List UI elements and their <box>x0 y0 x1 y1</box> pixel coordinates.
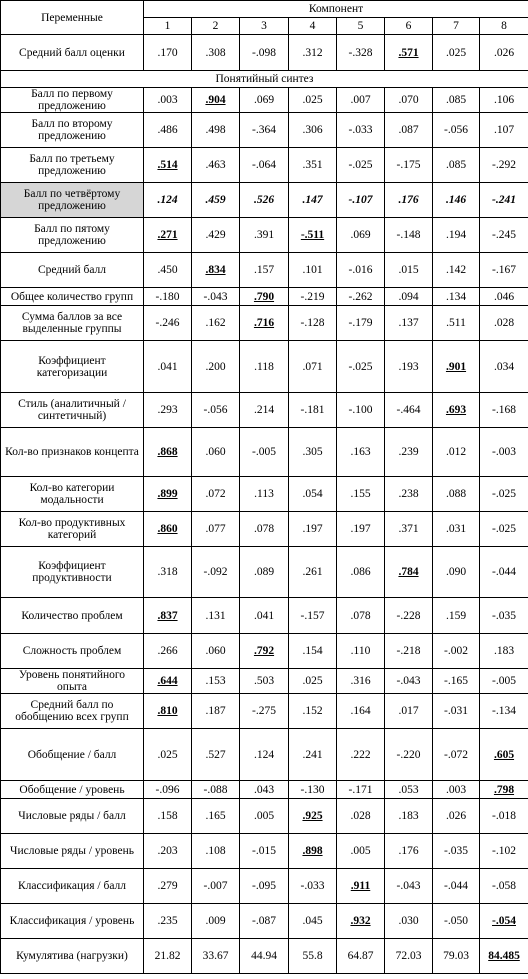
loading-cell: .012 <box>433 428 480 477</box>
loading-cell: -.072 <box>433 729 480 781</box>
loading-cell: .118 <box>240 341 289 393</box>
loading-cell: .463 <box>192 148 240 183</box>
loading-cell: -.098 <box>240 35 289 71</box>
loading-cell: -.220 <box>385 729 433 781</box>
loading-cell: .026 <box>480 35 528 71</box>
loading-cell: .034 <box>480 341 528 393</box>
table-row <box>1 183 528 218</box>
loading-cell: .026 <box>433 799 480 834</box>
loading-cell: .306 <box>289 113 337 148</box>
loading-cell: -.246 <box>144 306 192 341</box>
loading-cell: .932 <box>337 904 385 939</box>
loading-cell: .214 <box>240 393 289 428</box>
loading-cell: .312 <box>289 35 337 71</box>
loading-cell: -.175 <box>385 148 433 183</box>
loading-cell: .279 <box>144 869 192 904</box>
loading-cell: .131 <box>192 598 240 634</box>
loading-cell: .197 <box>337 512 385 547</box>
loading-cell: -.171 <box>337 781 385 799</box>
loading-cell: .792 <box>240 634 289 669</box>
loading-cell: -.025 <box>480 512 528 547</box>
loading-cell: -.005 <box>480 669 528 694</box>
variable-label: Количество проблем <box>1 598 144 634</box>
loading-cell: .154 <box>289 634 337 669</box>
loading-cell: .197 <box>289 512 337 547</box>
loading-cell: .351 <box>289 148 337 183</box>
loading-cell: .124 <box>240 729 289 781</box>
loading-cell: -.165 <box>433 669 480 694</box>
variable-label: Числовые ряды / балл <box>1 799 144 834</box>
variable-label: Балл по второму предложению <box>1 113 144 148</box>
loading-cell: .094 <box>385 288 433 306</box>
loading-cell: .146 <box>433 183 480 218</box>
loading-cell: .193 <box>385 341 433 393</box>
loading-cell: .834 <box>192 253 240 288</box>
component-header: Компонент <box>144 1 528 18</box>
variable-label: Классификация / балл <box>1 869 144 904</box>
component-number: 3 <box>240 18 289 35</box>
loading-cell: .222 <box>337 729 385 781</box>
loading-cell: -.044 <box>480 547 528 598</box>
loading-cell: -.043 <box>192 288 240 306</box>
table-row <box>1 939 528 974</box>
loading-cell: .318 <box>144 547 192 598</box>
loading-cell: .078 <box>337 598 385 634</box>
loading-cell: 64.87 <box>337 939 385 974</box>
loading-cell: .901 <box>433 341 480 393</box>
component-number: 4 <box>289 18 337 35</box>
loading-cell: .113 <box>240 477 289 512</box>
loading-cell: .025 <box>289 88 337 113</box>
loading-cell: .005 <box>337 834 385 869</box>
loading-cell: .070 <box>385 88 433 113</box>
loading-cell: .025 <box>433 35 480 71</box>
variable-label: Средний балл по обобщению всех групп <box>1 694 144 729</box>
variable-label: Кол-во признаков концепта <box>1 428 144 477</box>
loading-cell: .043 <box>240 781 289 799</box>
loading-cell: .904 <box>192 88 240 113</box>
variable-label: Средний балл оценки <box>1 35 144 71</box>
loading-cell: .450 <box>144 253 192 288</box>
loading-cell: .514 <box>144 148 192 183</box>
variable-label: Числовые ряды / уровень <box>1 834 144 869</box>
loading-cell: -.364 <box>240 113 289 148</box>
loading-cell: .078 <box>240 512 289 547</box>
variable-label: Общее количество групп <box>1 288 144 306</box>
table-row <box>1 547 528 598</box>
loading-cell: -.007 <box>192 869 240 904</box>
loading-cell: .183 <box>385 799 433 834</box>
loading-cell: .124 <box>144 183 192 218</box>
loading-cell: .183 <box>480 634 528 669</box>
table-row <box>1 799 528 834</box>
loading-cell: .837 <box>144 598 192 634</box>
loading-cell: -.002 <box>433 634 480 669</box>
loading-cell: .308 <box>192 35 240 71</box>
loading-cell: .089 <box>240 547 289 598</box>
loading-cell: -.096 <box>144 781 192 799</box>
loading-cell: -.181 <box>289 393 337 428</box>
loading-cell: .090 <box>433 547 480 598</box>
table-row <box>1 669 528 694</box>
loading-cell: -.087 <box>240 904 289 939</box>
loading-cell: .187 <box>192 694 240 729</box>
table-row <box>1 341 528 393</box>
loading-cell: -.179 <box>337 306 385 341</box>
loading-cell: 44.94 <box>240 939 289 974</box>
variable-label: Коэффициент продуктивности <box>1 547 144 598</box>
table-row <box>1 148 528 183</box>
loading-cell: .693 <box>433 393 480 428</box>
loading-cell: -.245 <box>480 218 528 253</box>
loading-cell: .271 <box>144 218 192 253</box>
loading-cell: .371 <box>385 512 433 547</box>
variable-label: Средний балл <box>1 253 144 288</box>
loading-cell: .899 <box>144 477 192 512</box>
variable-label: Обобщение / уровень <box>1 781 144 799</box>
loading-cell: 21.82 <box>144 939 192 974</box>
variables-header: Переменные <box>1 1 144 35</box>
loading-cell: -.157 <box>289 598 337 634</box>
loading-cell: -.025 <box>480 477 528 512</box>
table-row <box>1 393 528 428</box>
loading-cell: -.128 <box>289 306 337 341</box>
loading-cell: .072 <box>192 477 240 512</box>
loading-cell: .155 <box>337 477 385 512</box>
loading-cell: -.015 <box>240 834 289 869</box>
loading-cell: .235 <box>144 904 192 939</box>
loading-cell: .077 <box>192 512 240 547</box>
loading-cell: -.219 <box>289 288 337 306</box>
variable-label: Балл по третьему предложению <box>1 148 144 183</box>
loading-cell: .046 <box>480 288 528 306</box>
component-number: 2 <box>192 18 240 35</box>
variable-label: Обобщение / балл <box>1 729 144 781</box>
table-row <box>1 634 528 669</box>
loading-cell: .101 <box>289 253 337 288</box>
loading-cell: .158 <box>144 799 192 834</box>
loading-cell: 84.485 <box>480 939 528 974</box>
variable-label: Коэффициент категоризации <box>1 341 144 393</box>
loading-cell: -.056 <box>192 393 240 428</box>
loading-cell: .266 <box>144 634 192 669</box>
loading-cell: .069 <box>240 88 289 113</box>
loading-cell: .159 <box>433 598 480 634</box>
table-row <box>1 88 528 113</box>
loading-cell: 33.67 <box>192 939 240 974</box>
loading-cell: -.262 <box>337 288 385 306</box>
loading-cell: .041 <box>144 341 192 393</box>
loading-cell: -.292 <box>480 148 528 183</box>
loading-cell: .007 <box>337 88 385 113</box>
loading-cell: .176 <box>385 834 433 869</box>
loading-cell: -.107 <box>337 183 385 218</box>
loading-cell: .025 <box>144 729 192 781</box>
table-row <box>1 477 528 512</box>
component-number: 5 <box>337 18 385 35</box>
loading-cell: -.095 <box>240 869 289 904</box>
loading-cell: -.025 <box>337 341 385 393</box>
loading-cell: .028 <box>337 799 385 834</box>
loading-cell: .106 <box>480 88 528 113</box>
loading-cell: .085 <box>433 148 480 183</box>
table-row <box>1 512 528 547</box>
table-row <box>1 781 528 799</box>
loading-cell: -.328 <box>337 35 385 71</box>
loading-cell: .087 <box>385 113 433 148</box>
loading-cell: .054 <box>289 477 337 512</box>
loading-cell: -.018 <box>480 799 528 834</box>
variable-label: Кол-во продуктивных категорий <box>1 512 144 547</box>
table-row <box>1 729 528 781</box>
variable-label: Кол-во категории модальности <box>1 477 144 512</box>
loading-cell: 55.8 <box>289 939 337 974</box>
loading-cell: -.130 <box>289 781 337 799</box>
section-row <box>1 71 528 88</box>
loading-cell: .798 <box>480 781 528 799</box>
loading-cell: -.180 <box>144 288 192 306</box>
loading-cell: .086 <box>337 547 385 598</box>
loading-cell: .045 <box>289 904 337 939</box>
loading-cell: .088 <box>433 477 480 512</box>
table-row <box>1 869 528 904</box>
loading-cell: .511 <box>433 306 480 341</box>
component-number: 1 <box>144 18 192 35</box>
loading-cell: -.088 <box>192 781 240 799</box>
loading-cell: .031 <box>433 512 480 547</box>
variable-label: Балл по первому предложению <box>1 88 144 113</box>
loading-cell: .164 <box>337 694 385 729</box>
loading-cell: .003 <box>433 781 480 799</box>
loading-cell: .790 <box>240 288 289 306</box>
component-number: 8 <box>480 18 528 35</box>
loading-cell: -.058 <box>480 869 528 904</box>
loading-cell: .305 <box>289 428 337 477</box>
loading-cell: .527 <box>192 729 240 781</box>
loading-cell: .810 <box>144 694 192 729</box>
loading-cell: -.054 <box>480 904 528 939</box>
header-row-1 <box>1 1 528 18</box>
loading-cell: .644 <box>144 669 192 694</box>
loading-cell: .157 <box>240 253 289 288</box>
loading-cell: .162 <box>192 306 240 341</box>
table-row <box>1 694 528 729</box>
loading-cell: .911 <box>337 869 385 904</box>
loading-cell: -.033 <box>337 113 385 148</box>
loading-cell: -.033 <box>289 869 337 904</box>
table-row <box>1 113 528 148</box>
loading-cell: .868 <box>144 428 192 477</box>
loading-cell: .017 <box>385 694 433 729</box>
loading-cell: .137 <box>385 306 433 341</box>
loading-cell: .238 <box>385 477 433 512</box>
loading-cell: -.218 <box>385 634 433 669</box>
loading-cell: .716 <box>240 306 289 341</box>
variable-label: Сложность проблем <box>1 634 144 669</box>
component-number: 7 <box>433 18 480 35</box>
loading-cell: -.511 <box>289 218 337 253</box>
loading-cell: .152 <box>289 694 337 729</box>
loading-cell: -.005 <box>240 428 289 477</box>
loading-cell: -.016 <box>337 253 385 288</box>
loading-cell: .165 <box>192 799 240 834</box>
loading-cell: -.035 <box>433 834 480 869</box>
loading-cell: .147 <box>289 183 337 218</box>
loading-cell: .110 <box>337 634 385 669</box>
loading-cell: -.228 <box>385 598 433 634</box>
loading-cell: .069 <box>337 218 385 253</box>
loading-cell: -.003 <box>480 428 528 477</box>
table-row <box>1 218 528 253</box>
loading-cell: 72.03 <box>385 939 433 974</box>
component-number: 6 <box>385 18 433 35</box>
loading-cell: .203 <box>144 834 192 869</box>
loading-cell: -.025 <box>337 148 385 183</box>
loading-cell: .134 <box>433 288 480 306</box>
variable-label: Уровень понятийного опыта <box>1 669 144 694</box>
loading-cell: .293 <box>144 393 192 428</box>
loading-cell: .200 <box>192 341 240 393</box>
loading-cell: .005 <box>240 799 289 834</box>
loading-cell: .170 <box>144 35 192 71</box>
table-row <box>1 598 528 634</box>
loading-cell: -.044 <box>433 869 480 904</box>
loading-cell: .108 <box>192 834 240 869</box>
loading-cell: .241 <box>289 729 337 781</box>
variable-label: Балл по четвёртому предложению <box>1 183 144 218</box>
loading-cell: .925 <box>289 799 337 834</box>
table-row <box>1 253 528 288</box>
variable-label: Сумма баллов за все выделенные группы <box>1 306 144 341</box>
loading-cell: -.148 <box>385 218 433 253</box>
loading-cell: .316 <box>337 669 385 694</box>
loading-cell: .085 <box>433 88 480 113</box>
loading-cell: .194 <box>433 218 480 253</box>
loading-cell: .041 <box>240 598 289 634</box>
loading-cell: .784 <box>385 547 433 598</box>
loading-cell: .003 <box>144 88 192 113</box>
loading-cell: .060 <box>192 634 240 669</box>
loading-cell: .030 <box>385 904 433 939</box>
loading-cell: -.241 <box>480 183 528 218</box>
loading-cell: .163 <box>337 428 385 477</box>
loading-cell: .605 <box>480 729 528 781</box>
loading-cell: .498 <box>192 113 240 148</box>
loading-cell: -.050 <box>433 904 480 939</box>
loading-cell: .071 <box>289 341 337 393</box>
loading-cell: .429 <box>192 218 240 253</box>
table-row <box>1 288 528 306</box>
loading-cell: -.167 <box>480 253 528 288</box>
loading-cell: -.043 <box>385 869 433 904</box>
section-label: Понятийный синтез <box>1 71 528 88</box>
loading-cell: -.134 <box>480 694 528 729</box>
variable-label: Стиль (аналитичный / синтетичный) <box>1 393 144 428</box>
table-row <box>1 428 528 477</box>
loading-cell: -.168 <box>480 393 528 428</box>
loading-cell: .239 <box>385 428 433 477</box>
table-row <box>1 306 528 341</box>
loading-cell: -.035 <box>480 598 528 634</box>
loading-cell: -.464 <box>385 393 433 428</box>
loading-cell: .176 <box>385 183 433 218</box>
loading-cell: .153 <box>192 669 240 694</box>
loading-cell: .009 <box>192 904 240 939</box>
variable-label: Балл по пятому предложению <box>1 218 144 253</box>
loading-cell: 79.03 <box>433 939 480 974</box>
loading-cell: -.275 <box>240 694 289 729</box>
loading-cell: .060 <box>192 428 240 477</box>
variable-label: Классификация / уровень <box>1 904 144 939</box>
loading-cell: .526 <box>240 183 289 218</box>
loading-cell: -.100 <box>337 393 385 428</box>
loading-cell: .459 <box>192 183 240 218</box>
loading-cell: -.056 <box>433 113 480 148</box>
table-row <box>1 904 528 939</box>
loading-cell: -.092 <box>192 547 240 598</box>
variable-label: Кумулятива (нагрузки) <box>1 939 144 974</box>
loading-cell: .571 <box>385 35 433 71</box>
loading-cell: -.043 <box>385 669 433 694</box>
loading-cell: .053 <box>385 781 433 799</box>
loading-cell: .142 <box>433 253 480 288</box>
table-row <box>1 35 528 71</box>
loading-cell: .028 <box>480 306 528 341</box>
loading-cell: .898 <box>289 834 337 869</box>
loading-cell: .486 <box>144 113 192 148</box>
loading-cell: .503 <box>240 669 289 694</box>
loading-cell: .860 <box>144 512 192 547</box>
loading-cell: .107 <box>480 113 528 148</box>
loading-cell: .261 <box>289 547 337 598</box>
loading-cell: .015 <box>385 253 433 288</box>
table-row <box>1 834 528 869</box>
loading-cell: .391 <box>240 218 289 253</box>
loading-cell: .025 <box>289 669 337 694</box>
loading-cell: -.031 <box>433 694 480 729</box>
loading-cell: -.102 <box>480 834 528 869</box>
loading-cell: -.064 <box>240 148 289 183</box>
